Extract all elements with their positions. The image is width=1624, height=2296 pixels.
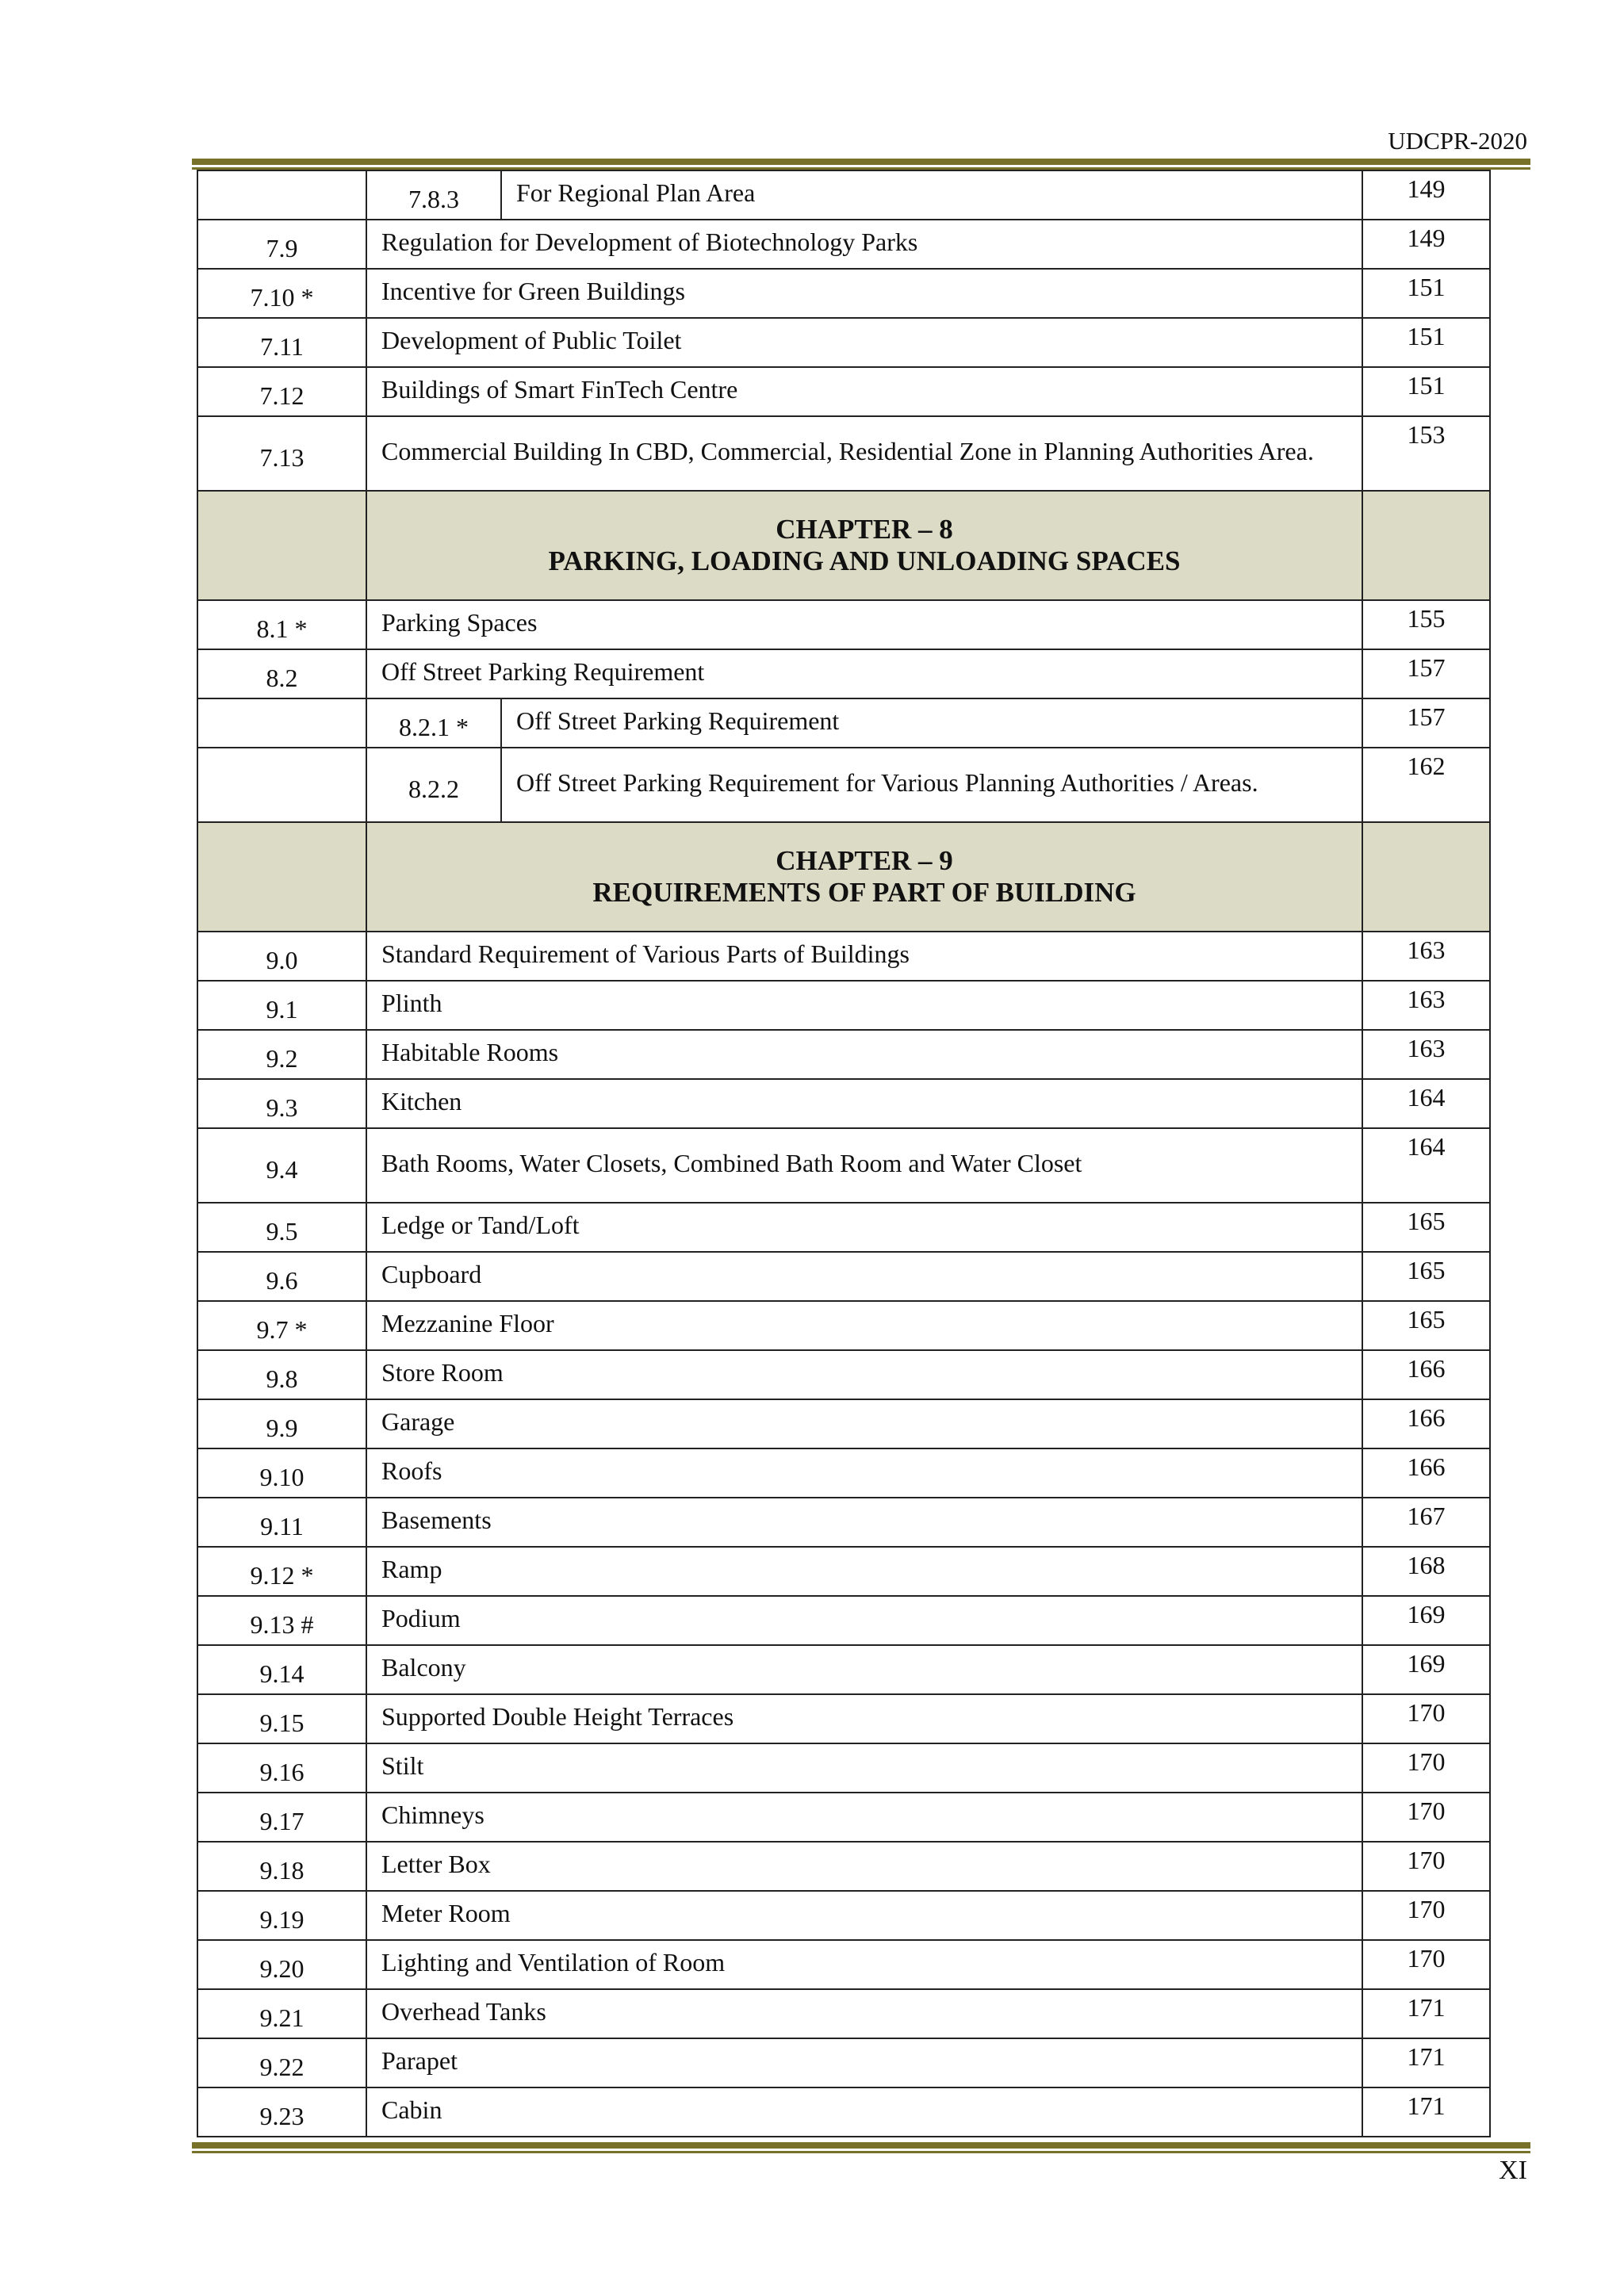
toc-row <box>197 2038 1490 2087</box>
toc-row <box>197 932 1490 981</box>
page-ref: 166 <box>1362 1350 1490 1399</box>
toc-row <box>197 170 1490 220</box>
subsection-number: 7.8.3 <box>366 170 501 220</box>
toc-row <box>197 649 1490 698</box>
toc-row <box>197 1842 1490 1891</box>
section-title: Chimneys <box>366 1793 1362 1842</box>
section-title: Stilt <box>366 1743 1362 1793</box>
toc-row <box>197 1448 1490 1498</box>
section-title: Habitable Rooms <box>366 1030 1362 1079</box>
toc-row <box>197 981 1490 1030</box>
document-code: UDCPR-2020 <box>1388 127 1527 155</box>
toc-row <box>197 1989 1490 2038</box>
chapter-page-cell <box>1362 822 1490 932</box>
toc-row <box>197 318 1490 367</box>
toc-row <box>197 1498 1490 1547</box>
toc-row <box>197 1350 1490 1399</box>
toc-row <box>197 1743 1490 1793</box>
chapter-heading: CHAPTER – 9 <box>776 845 953 876</box>
section-title: Ledge or Tand/Loft <box>366 1203 1362 1252</box>
toc-row <box>197 1301 1490 1350</box>
section-title: Standard Requirement of Various Parts of Buildings <box>366 932 1362 981</box>
page-ref: 151 <box>1362 367 1490 416</box>
section-number: 9.17 <box>197 1793 366 1842</box>
page-ref: 149 <box>1362 170 1490 220</box>
section-title: Buildings of Smart FinTech Centre <box>366 367 1362 416</box>
section-number: 9.20 <box>197 1940 366 1989</box>
toc-row <box>197 220 1490 269</box>
toc-row <box>197 1645 1490 1694</box>
section-number: 9.18 <box>197 1842 366 1891</box>
section-number: 9.8 <box>197 1350 366 1399</box>
page-ref: 167 <box>1362 1498 1490 1547</box>
toc-row <box>197 600 1490 649</box>
page-ref: 149 <box>1362 220 1490 269</box>
page-ref: 165 <box>1362 1203 1490 1252</box>
section-title: Bath Rooms, Water Closets, Combined Bath Room and Water Closet <box>366 1128 1362 1203</box>
section-title: Regulation for Development of Biotechnology Parks <box>366 220 1362 269</box>
section-title: Off Street Parking Requirement <box>501 698 1362 748</box>
toc-body <box>197 170 1490 2137</box>
page-ref: 151 <box>1362 318 1490 367</box>
section-title: Lighting and Ventilation of Room <box>366 1940 1362 1989</box>
chapter-title: PARKING, LOADING AND UNLOADING SPACES <box>548 545 1181 576</box>
section-number: 9.1 <box>197 981 366 1030</box>
section-number: 9.3 <box>197 1079 366 1128</box>
section-title: Commercial Building In CBD, Commercial, Residential Zone in Planning Authorities Area. <box>366 416 1362 491</box>
page-ref: 170 <box>1362 1793 1490 1842</box>
chapter-heading-cell <box>366 491 1362 600</box>
section-title: Parking Spaces <box>366 600 1362 649</box>
page-ref: 170 <box>1362 1842 1490 1891</box>
toc-row <box>197 1793 1490 1842</box>
page-ref: 170 <box>1362 1891 1490 1940</box>
toc-row <box>197 1596 1490 1645</box>
section-number: 9.11 <box>197 1498 366 1547</box>
chapter-page-cell <box>1362 491 1490 600</box>
toc-row <box>197 416 1490 491</box>
toc-row <box>197 1128 1490 1203</box>
section-title: Store Room <box>366 1350 1362 1399</box>
page-ref: 170 <box>1362 1743 1490 1793</box>
section-number: 7.9 <box>197 220 366 269</box>
section-title: Parapet <box>366 2038 1362 2087</box>
section-number: 9.16 <box>197 1743 366 1793</box>
section-number: 9.22 <box>197 2038 366 2087</box>
page-ref: 171 <box>1362 2087 1490 2137</box>
section-title: Podium <box>366 1596 1362 1645</box>
section-number: 9.6 <box>197 1252 366 1301</box>
page-ref: 165 <box>1362 1252 1490 1301</box>
page-number: XI <box>1499 2156 1527 2185</box>
section-title: Off Street Parking Requirement for Various Planning Authorities / Areas. <box>501 748 1362 822</box>
page-ref: 166 <box>1362 1448 1490 1498</box>
toc-row <box>197 1940 1490 1989</box>
page-ref: 157 <box>1362 698 1490 748</box>
section-number: 9.21 <box>197 1989 366 2038</box>
section-title: Kitchen <box>366 1079 1362 1128</box>
subsection-number: 8.2.1 * <box>366 698 501 748</box>
section-title: Basements <box>366 1498 1362 1547</box>
page-ref: 163 <box>1362 981 1490 1030</box>
chapter-heading: CHAPTER – 8 <box>776 514 953 545</box>
section-number: 9.23 <box>197 2087 366 2137</box>
page-ref: 170 <box>1362 1694 1490 1743</box>
section-number: 9.10 <box>197 1448 366 1498</box>
section-number: 9.0 <box>197 932 366 981</box>
section-title: Meter Room <box>366 1891 1362 1940</box>
chapter-title: REQUIREMENTS OF PART OF BUILDING <box>592 877 1136 908</box>
section-number <box>197 698 366 748</box>
page-ref: 153 <box>1362 416 1490 491</box>
section-title: Plinth <box>366 981 1362 1030</box>
toc-row <box>197 1079 1490 1128</box>
toc-row <box>197 1399 1490 1448</box>
toc-row <box>197 367 1490 416</box>
page-ref: 171 <box>1362 2038 1490 2087</box>
section-title: Supported Double Height Terraces <box>366 1694 1362 1743</box>
page-ref: 166 <box>1362 1399 1490 1448</box>
section-number: 9.15 <box>197 1694 366 1743</box>
section-title: Cabin <box>366 2087 1362 2137</box>
toc-row <box>197 1252 1490 1301</box>
section-number: 9.13 # <box>197 1596 366 1645</box>
chapter-row <box>197 822 1490 932</box>
section-number: 9.7 * <box>197 1301 366 1350</box>
toc-row <box>197 1694 1490 1743</box>
section-title: Development of Public Toilet <box>366 318 1362 367</box>
section-number <box>197 170 366 220</box>
page-ref: 157 <box>1362 649 1490 698</box>
section-title: Cupboard <box>366 1252 1362 1301</box>
section-title: Roofs <box>366 1448 1362 1498</box>
section-number: 9.4 <box>197 1128 366 1203</box>
page-ref: 164 <box>1362 1079 1490 1128</box>
chapter-heading-cell <box>366 822 1362 932</box>
page-ref: 164 <box>1362 1128 1490 1203</box>
chapter-number-cell <box>197 491 366 600</box>
section-number: 9.9 <box>197 1399 366 1448</box>
section-title: For Regional Plan Area <box>501 170 1362 220</box>
page-ref: 155 <box>1362 600 1490 649</box>
toc-row <box>197 698 1490 748</box>
section-number: 7.13 <box>197 416 366 491</box>
footer-rule <box>192 2142 1530 2153</box>
section-number: 9.19 <box>197 1891 366 1940</box>
page-ref: 163 <box>1362 1030 1490 1079</box>
page-ref: 163 <box>1362 932 1490 981</box>
chapter-number-cell <box>197 822 366 932</box>
header-rule <box>192 159 1530 170</box>
page-ref: 168 <box>1362 1547 1490 1596</box>
table-of-contents <box>197 170 1491 2137</box>
section-title: Garage <box>366 1399 1362 1448</box>
section-number <box>197 748 366 822</box>
section-title: Incentive for Green Buildings <box>366 269 1362 318</box>
toc-row <box>197 1030 1490 1079</box>
section-number: 7.12 <box>197 367 366 416</box>
page-ref: 165 <box>1362 1301 1490 1350</box>
toc-row <box>197 269 1490 318</box>
section-number: 9.5 <box>197 1203 366 1252</box>
subsection-number: 8.2.2 <box>366 748 501 822</box>
section-number: 9.12 * <box>197 1547 366 1596</box>
section-title: Letter Box <box>366 1842 1362 1891</box>
page-ref: 170 <box>1362 1940 1490 1989</box>
section-title: Mezzanine Floor <box>366 1301 1362 1350</box>
toc-row <box>197 1891 1490 1940</box>
toc-row <box>197 2087 1490 2137</box>
toc-row <box>197 748 1490 822</box>
section-number: 8.2 <box>197 649 366 698</box>
section-number: 9.2 <box>197 1030 366 1079</box>
toc-row <box>197 1547 1490 1596</box>
section-number: 7.11 <box>197 318 366 367</box>
section-number: 9.14 <box>197 1645 366 1694</box>
chapter-row <box>197 491 1490 600</box>
page-ref: 171 <box>1362 1989 1490 2038</box>
section-title: Overhead Tanks <box>366 1989 1362 2038</box>
section-title: Off Street Parking Requirement <box>366 649 1362 698</box>
section-number: 8.1 * <box>197 600 366 649</box>
page-ref: 162 <box>1362 748 1490 822</box>
page-ref: 151 <box>1362 269 1490 318</box>
toc-row <box>197 1203 1490 1252</box>
section-title: Balcony <box>366 1645 1362 1694</box>
section-title: Ramp <box>366 1547 1362 1596</box>
section-number: 7.10 * <box>197 269 366 318</box>
page-ref: 169 <box>1362 1596 1490 1645</box>
page-ref: 169 <box>1362 1645 1490 1694</box>
